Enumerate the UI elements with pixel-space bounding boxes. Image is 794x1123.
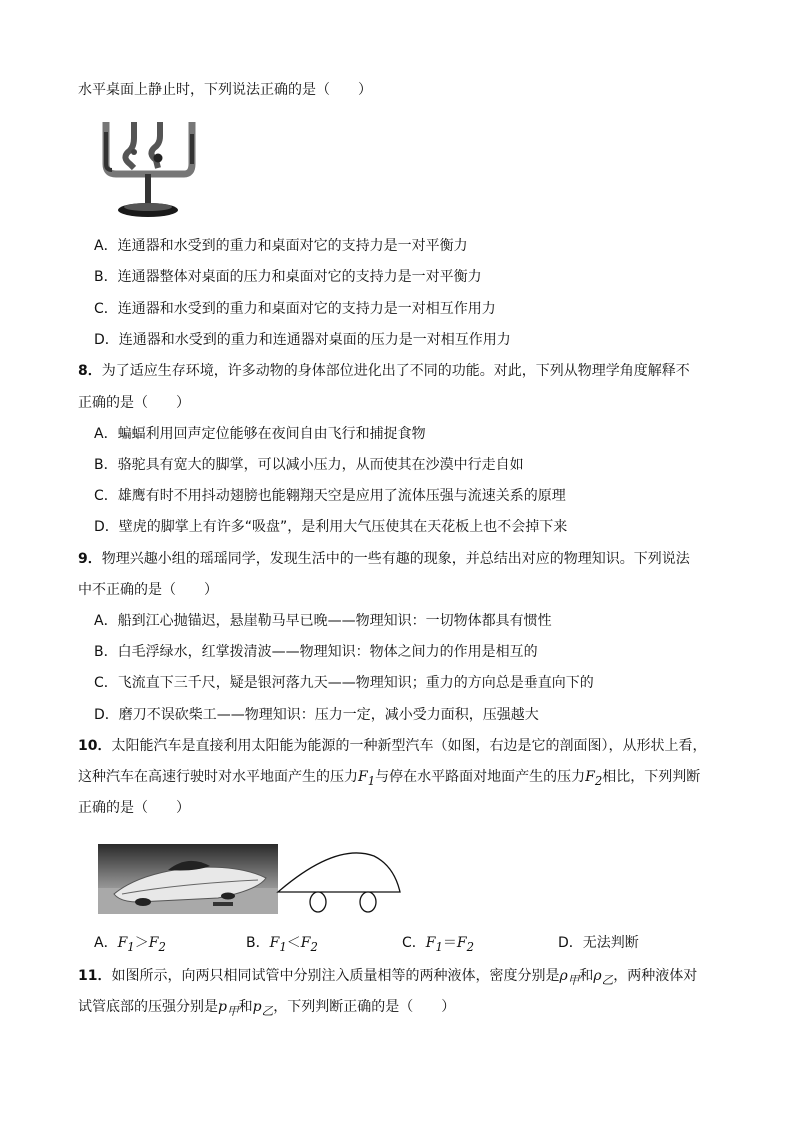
p-jia-symbol: $p_甲$ <box>218 999 239 1018</box>
q10-stem-line1: 太阳能汽车是直接利用太阳能为能源的一种新型汽车（如图，右边是它的剖面图），从形状上看， <box>111 738 707 754</box>
q9-stem-line2: 中不正确的是（ ） <box>78 582 218 598</box>
q9-option-d[interactable]: D．磨刀不误砍柴工——物理知识：压力一定，减小受力面积，压强越大 <box>94 707 539 723</box>
q10-text-a: 这种汽车在高速行驶时对水平地面产生的压力 <box>78 769 358 785</box>
q8-stem <box>78 361 690 381</box>
q11-text-d: ，下列判断正确的是（ ） <box>273 999 456 1015</box>
q11-stem <box>78 966 697 990</box>
q10-stem-line3: 正确的是（ ） <box>78 800 190 816</box>
f1-symbol: $F_1$ <box>358 769 376 788</box>
q8-stem-line2: 正确的是（ ） <box>78 395 190 411</box>
p-yi-symbol: $p_乙$ <box>252 999 274 1018</box>
q8-option-c[interactable]: C．雄鹰有时不用抖动翅膀也能翱翔天空是应用了流体压强与流速关系的原理 <box>94 488 566 504</box>
q7-stem: 水平桌面上静止时，下列说法正确的是（ ） <box>78 82 372 98</box>
solar-car-cross-section <box>276 852 404 916</box>
q11-and-2: 和 <box>238 999 253 1015</box>
q8-option-a[interactable]: A．蝙蝠利用回声定位能够在夜间自由飞行和捕捉食物 <box>94 426 426 442</box>
q10-stem-line2 <box>78 767 700 791</box>
rho-yi-symbol: $\rho_乙$ <box>593 968 614 987</box>
q10-number: 10． <box>78 738 112 754</box>
q10-text-c: 相比，下列判断 <box>602 769 701 785</box>
q7-option-b[interactable]: B．连通器整体对桌面的压力和桌面对它的支持力是一对平衡力 <box>94 269 482 285</box>
q8-stem-line1: 为了适应生存环境，许多动物的身体部位进化出了不同的功能。对此，下列从物理学角度解释不 <box>101 363 690 379</box>
q10-option-d[interactable]: D．无法判断 <box>558 935 639 951</box>
q11-text-a: 如图所示，向两只相同试管中分别注入质量相等的两种液体，密度分别是 <box>111 968 560 984</box>
rho-jia-symbol: $\rho_甲$ <box>559 968 580 987</box>
q10-option-c[interactable]: C．$F_1=F_2$ <box>402 935 475 954</box>
q9-number: 9． <box>78 551 102 567</box>
q11-and: 和 <box>579 968 594 984</box>
q11-text-b: ，两种液体对 <box>613 968 698 984</box>
f2-symbol: $F_2$ <box>585 769 603 788</box>
q9-option-b[interactable]: B．白毛浮绿水，红掌拨清波——物理知识：物体之间力的作用是相互的 <box>94 644 538 660</box>
q8-option-d[interactable]: D．壁虎的脚掌上有许多“吸盘”，是利用大气压使其在天花板上也不会掉下来 <box>94 519 568 535</box>
q10-option-a[interactable]: A．$F_1>F_2$ <box>94 935 166 954</box>
q9-stem <box>78 549 690 569</box>
solar-car-photo <box>98 844 278 914</box>
q8-number: 8． <box>78 363 102 379</box>
q7-option-d[interactable]: D．连通器和水受到的重力和连通器对桌面的压力是一对相互作用力 <box>94 332 511 348</box>
q9-option-a[interactable]: A．船到江心抛锚迟，悬崖勒马早已晚——物理知识：一切物体都具有惯性 <box>94 613 552 629</box>
q10-options <box>94 933 714 953</box>
q10-option-b[interactable]: B．$F_1<F_2$ <box>246 935 318 954</box>
q11-number: 11． <box>78 968 112 984</box>
q10-stem <box>78 736 706 756</box>
q11-text-c: 试管底部的压强分别是 <box>78 999 218 1015</box>
q9-option-c[interactable]: C．飞流直下三千尺，疑是银河落九天——物理知识；重力的方向总是垂直向下的 <box>94 675 594 691</box>
q7-option-c[interactable]: C．连通器和水受到的重力和桌面对它的支持力是一对相互作用力 <box>94 301 496 317</box>
q8-option-b[interactable]: B．骆驼具有宽大的脚掌，可以减小压力，从而使其在沙漠中行走自如 <box>94 457 524 473</box>
q10-text-b: 与停在水平路面对地面产生的压力 <box>375 769 586 785</box>
q9-stem-line1: 物理兴趣小组的瑶瑶同学，发现生活中的一些有趣的现象，并总结出对应的物理知识。下列说法 <box>101 551 690 567</box>
q7-option-a[interactable]: A．连通器和水受到的重力和桌面对它的支持力是一对平衡力 <box>94 238 468 254</box>
q11-stem-line2 <box>78 997 455 1021</box>
connected-vessel-figure <box>100 118 200 222</box>
